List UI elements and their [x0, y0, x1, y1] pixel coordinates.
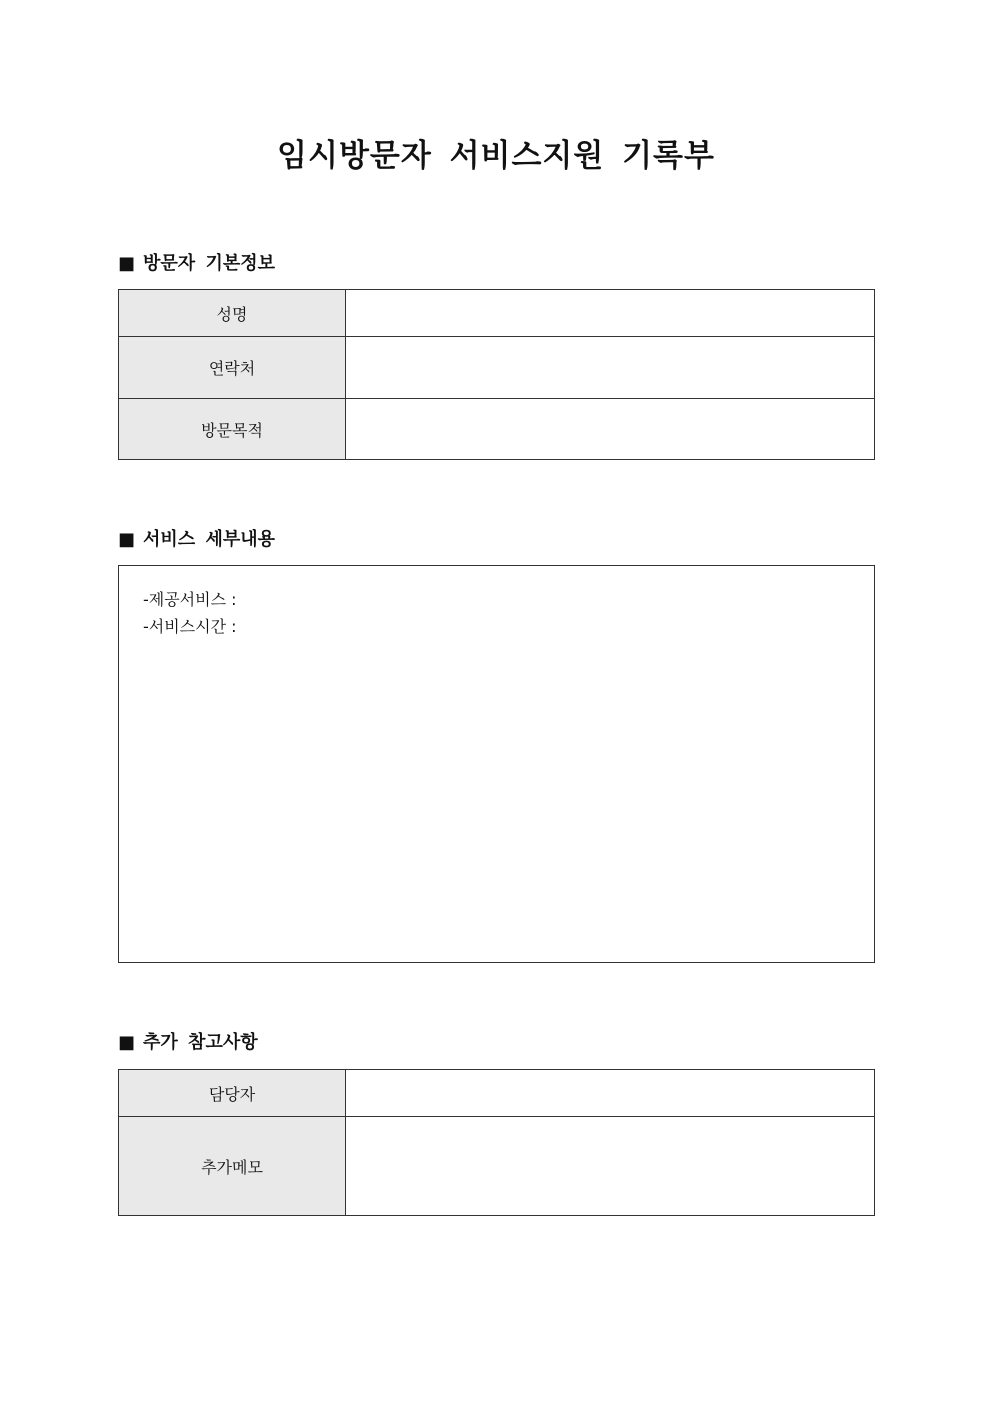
staff-in-charge-label: 담당자 [119, 1070, 346, 1117]
name-label: 성명 [119, 290, 346, 337]
section-heading-label: 방문자 기본정보 [143, 253, 275, 274]
square-bullet-icon: ■ [118, 253, 136, 274]
square-bullet-icon: ■ [118, 1032, 136, 1053]
section-heading-label: 추가 참고사항 [143, 1032, 258, 1053]
square-bullet-icon: ■ [118, 529, 136, 550]
additional-notes-table [118, 1069, 875, 1216]
provided-service-line: -제공서비스 : [143, 590, 237, 609]
contact-value-field[interactable] [346, 337, 875, 399]
service-details-lines [143, 586, 237, 640]
document-title: 임시방문자 서비스지원 기록부 [277, 138, 715, 174]
table-row [119, 337, 875, 399]
section-heading-additional-notes [118, 1030, 258, 1056]
section-heading-label: 서비스 세부내용 [143, 529, 275, 550]
staff-in-charge-value-field[interactable] [346, 1070, 875, 1117]
visit-purpose-value-field[interactable] [346, 399, 875, 460]
service-time-line: -서비스시간 : [143, 617, 237, 636]
additional-memo-value-field[interactable] [346, 1117, 875, 1216]
section-heading-service-details [118, 527, 275, 553]
table-row [119, 1117, 875, 1216]
table-row [119, 1070, 875, 1117]
additional-memo-label: 추가메모 [119, 1117, 346, 1216]
service-details-box[interactable] [118, 565, 875, 963]
contact-label: 연락처 [119, 337, 346, 399]
visitor-info-table [118, 289, 875, 460]
section-heading-visitor-info [118, 251, 275, 277]
table-row [119, 290, 875, 337]
name-value-field[interactable] [346, 290, 875, 337]
table-row [119, 399, 875, 460]
visit-purpose-label: 방문목적 [119, 399, 346, 460]
